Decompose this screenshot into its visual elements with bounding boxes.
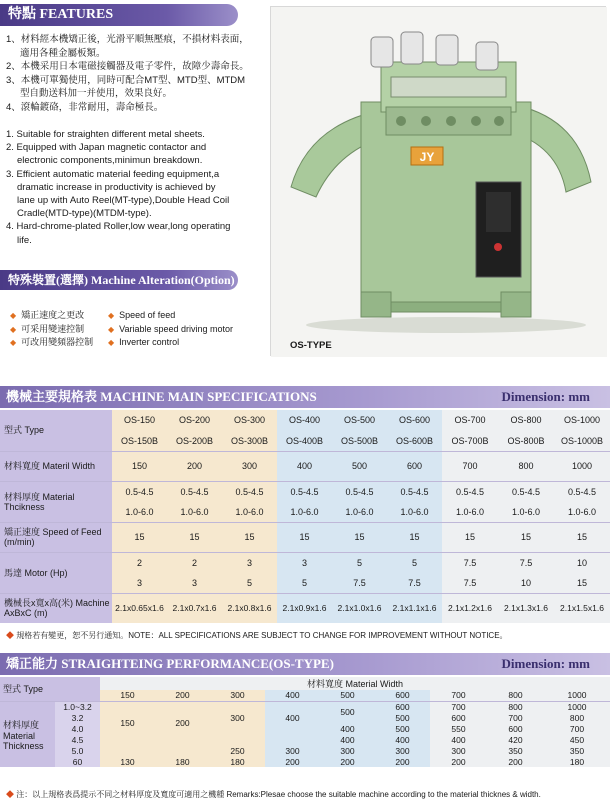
features-en-item: life.	[17, 234, 32, 246]
spec-cell: 15	[442, 522, 498, 552]
spec-cell: 5	[332, 552, 387, 573]
spec-cell: 5	[387, 552, 442, 573]
perf-cell: 400	[320, 723, 375, 734]
features-cn-item: 1、材料經本機矯正後，光滑平順無壓痕，不損材料表面，	[6, 34, 249, 45]
spec-cell: 0.5-4.5	[554, 481, 610, 502]
perf-cell: 180	[155, 756, 210, 767]
perf-cell	[100, 745, 155, 756]
model-cell: OS-200B	[167, 431, 222, 452]
specs-title: 機械主要規格表 MACHINE MAIN SPECIFICATIONS	[6, 389, 317, 404]
width-cell: 700	[430, 690, 487, 701]
spec-cell: 400	[277, 451, 332, 481]
spec-cell: 3	[277, 552, 332, 573]
perf-cell: 250	[210, 745, 265, 756]
perf-cell: 420	[487, 734, 544, 745]
perf-cell: 550	[430, 723, 487, 734]
features-header: 特點 FEATURES	[0, 4, 238, 26]
spec-cell: 7.5	[387, 573, 442, 594]
model-cell: OS-700B	[442, 431, 498, 452]
perf-cell: 200	[320, 756, 375, 767]
perf-cell: 200	[265, 756, 320, 767]
performance-title: 矯正能力 STRAIGHTEING PERFORMANCE(OS-TYPE)	[6, 656, 334, 671]
spec-cell: 1.0-6.0	[112, 502, 167, 523]
spec-cell: 7.5	[442, 552, 498, 573]
spec-cell: 3	[167, 573, 222, 594]
spec-cell: 300	[222, 451, 277, 481]
alteration-row	[10, 336, 260, 350]
perf-cell: 130	[100, 756, 155, 767]
alteration-cn: 可采用變速控制	[21, 323, 85, 334]
perf-type-label: 型式 Type	[0, 677, 100, 701]
perf-cell: 600	[375, 701, 430, 712]
perf-cell: 300	[430, 745, 487, 756]
spec-cell: 2.1x0.9x1.6	[277, 593, 332, 623]
perf-cell: 700	[487, 712, 544, 723]
spec-cell: 700	[442, 451, 498, 481]
specs-notice	[6, 630, 508, 641]
features-en-item: lane up with Auto Reel(MT-type),Double Head Coil	[17, 195, 230, 207]
model-cell: OS-600	[387, 410, 442, 431]
width-cell: 800	[487, 690, 544, 701]
notice-text: 規格若有變更，恕不另行通知。NOTE：ALL SPECIFICATIONS ARE SUBJECT TO CHANGE FOR IMPROVEMENT WITHOUT NOTICE。	[16, 631, 508, 640]
performance-table	[0, 677, 610, 767]
spec-cell: 800	[498, 451, 554, 481]
features-en-item: 2. Equipped with Japan magnetic contactor and	[6, 142, 207, 154]
features-en-item: Cradle(MTD-type)(MTDM-type).	[17, 208, 152, 220]
performance-remark	[6, 789, 541, 800]
notice-bullet-icon: ◆	[6, 631, 14, 640]
thickness-cell: 1.0~3.2	[55, 701, 100, 712]
alteration-en: Variable speed driving motor	[119, 323, 234, 334]
model-cell: OS-300	[222, 410, 277, 431]
spec-cell: 2.1x1.1x1.6	[387, 593, 442, 623]
width-cell: 200	[155, 690, 210, 701]
perf-cell: 180	[544, 756, 610, 767]
spec-cell: 7.5	[332, 573, 387, 594]
perf-cell: 400	[320, 734, 375, 745]
spec-cell: 1.0-6.0	[387, 502, 442, 523]
spec-cell: 0.5-4.5	[498, 481, 554, 502]
spec-cell: 2.1x0.7x1.6	[167, 593, 222, 623]
alteration-en: Inverter control	[119, 337, 180, 347]
thickness-cell: 4.5	[55, 734, 100, 745]
perf-cell: 300	[320, 745, 375, 756]
speed-label: 矯正速度 Speed of Feed (m/min)	[0, 522, 112, 552]
perf-cell	[155, 745, 210, 756]
spec-cell: 15	[554, 522, 610, 552]
alteration-cn: 可改用變頻器控制	[21, 337, 94, 347]
remark-bullet-icon: ◆	[6, 790, 14, 799]
spec-cell: 5	[222, 573, 277, 594]
dimension-label: 機械長x寬x高(米) Machine AxBxC (m)	[0, 593, 112, 623]
perf-cell: 500	[375, 723, 430, 734]
alteration-row	[10, 323, 260, 337]
perf-cell: 700	[430, 701, 487, 712]
perf-cell: 400	[265, 701, 320, 734]
perf-cell: 400	[375, 734, 430, 745]
perf-thickness-label: 材料厚度 Material Thickness	[0, 701, 55, 767]
perf-cell: 1000	[544, 701, 610, 712]
spec-cell: 5	[277, 573, 332, 594]
spec-cell: 500	[332, 451, 387, 481]
thickness-cell: 4.0	[55, 723, 100, 734]
perf-cell: 200	[375, 756, 430, 767]
alteration-list	[10, 309, 260, 350]
motor-label: 馬達 Motor (Hp)	[0, 552, 112, 593]
remark-text: 注：以上規格表爲提示不同之材料厚度及寬度可適用之機種 Remarks:Plesae choose the suitable machine according to the material thicknes & width.	[16, 790, 541, 799]
spec-cell: 2.1x1.3x1.6	[498, 593, 554, 623]
perf-cell	[210, 734, 265, 745]
model-cell: OS-700	[442, 410, 498, 431]
perf-cell: 200	[155, 701, 210, 745]
spec-cell: 7.5	[498, 552, 554, 573]
perf-cell: 400	[430, 734, 487, 745]
machine-photo	[270, 6, 606, 356]
perf-cell: 700	[544, 723, 610, 734]
thickness-label: 材料厚度 Material Thcikness	[0, 481, 112, 522]
features-en-list	[6, 128, 258, 247]
spec-cell: 15	[387, 522, 442, 552]
spec-cell: 3	[112, 573, 167, 594]
spec-cell: 1.0-6.0	[442, 502, 498, 523]
specs-header	[0, 386, 610, 408]
spec-cell: 2	[112, 552, 167, 573]
bullet-icon: ◆	[10, 338, 17, 347]
spec-cell: 1.0-6.0	[277, 502, 332, 523]
spec-cell: 0.5-4.5	[112, 481, 167, 502]
width-cell: 150	[100, 690, 155, 701]
bullet-icon: ◆	[10, 324, 17, 334]
spec-cell: 0.5-4.5	[332, 481, 387, 502]
width-cell: 1000	[544, 690, 610, 701]
features-en-item: dramatic increase in productivity is achieved by	[17, 181, 216, 193]
performance-dimension: Dimension: mm	[501, 656, 590, 671]
spec-cell: 15	[277, 522, 332, 552]
features-en-item: electronic components,minimun breakdown.	[17, 155, 203, 167]
specs-table	[0, 410, 610, 623]
perf-cell	[265, 734, 320, 745]
bullet-icon: ◆	[10, 311, 17, 320]
performance-header	[0, 653, 610, 675]
width-cell: 300	[210, 690, 265, 701]
spec-cell: 0.5-4.5	[167, 481, 222, 502]
perf-cell: 300	[375, 745, 430, 756]
spec-cell: 2.1x1.0x1.6	[332, 593, 387, 623]
perf-cell: 800	[544, 712, 610, 723]
features-cn-item: 2、本機采用日本電磁接觸器及電子零件，故障少壽命長。	[6, 61, 249, 72]
spec-cell: 10	[554, 552, 610, 573]
features-en-item: 1. Suitable for straighten different metal sheets.	[6, 129, 205, 140]
model-cell: OS-600B	[387, 431, 442, 452]
features-cn-item: 適用各種金屬板類。	[20, 47, 106, 59]
spec-cell: 0.5-4.5	[442, 481, 498, 502]
perf-cell: 200	[487, 756, 544, 767]
width-cell: 500	[320, 690, 375, 701]
features-cn-item: 4、滾輪鍍硌，非常耐用，壽命極長。	[6, 101, 164, 113]
spec-cell: 200	[167, 451, 222, 481]
spec-cell: 2.1x0.65x1.6	[112, 593, 167, 623]
perf-cell: 450	[544, 734, 610, 745]
perf-cell: 350	[487, 745, 544, 756]
spec-cell: 1.0-6.0	[167, 502, 222, 523]
perf-cell: 200	[430, 756, 487, 767]
model-cell: OS-300B	[222, 431, 277, 452]
spec-cell: 2.1x1.5x1.6	[554, 593, 610, 623]
alteration-header: 特殊裝置(選擇) Machine Alteration(Option)	[0, 270, 238, 290]
perf-cell: 600	[487, 723, 544, 734]
spec-cell: 10	[498, 573, 554, 594]
spec-cell: 7.5	[442, 573, 498, 594]
spec-cell: 15	[498, 522, 554, 552]
model-cell: OS-1000B	[554, 431, 610, 452]
machine-illustration	[271, 7, 607, 357]
model-cell: OS-800	[498, 410, 554, 431]
width-cell: 600	[375, 690, 430, 701]
spec-cell: 0.5-4.5	[277, 481, 332, 502]
perf-width-label: 材料寬度 Material Width	[100, 677, 610, 690]
spec-cell: 1.0-6.0	[554, 502, 610, 523]
model-cell: OS-200	[167, 410, 222, 431]
spec-cell: 600	[387, 451, 442, 481]
perf-cell: 600	[430, 712, 487, 723]
perf-cell: 180	[210, 756, 265, 767]
perf-cell: 800	[487, 701, 544, 712]
spec-cell: 15	[112, 522, 167, 552]
features-cn-list	[6, 33, 256, 114]
spec-cell: 1.0-6.0	[498, 502, 554, 523]
features-en-item: 3. Efficient automatic material feeding equipment,a	[6, 168, 220, 180]
spec-cell: 1.0-6.0	[222, 502, 277, 523]
alteration-cn: 矯正速度之更改	[21, 310, 85, 320]
bullet-icon: ◆	[108, 311, 115, 320]
features-en-item: 4. Hard-chrome-plated Roller,low wear,long operating	[6, 221, 231, 233]
perf-cell: 500	[320, 701, 375, 723]
features-cn-item: 3、本機可單獨使用，同時可配合MT型、MTD型、MTDM	[6, 74, 246, 86]
spec-cell: 0.5-4.5	[222, 481, 277, 502]
perf-cell: 300	[265, 745, 320, 756]
spec-cell: 2.1x1.2x1.6	[442, 593, 498, 623]
spec-cell: 15	[554, 573, 610, 594]
model-cell: OS-800B	[498, 431, 554, 452]
model-cell: OS-1000	[554, 410, 610, 431]
width-label: 材料寬度 Materil Width	[0, 451, 112, 481]
bullet-icon: ◆	[108, 338, 115, 347]
spec-cell: 15	[167, 522, 222, 552]
spec-cell: 1.0-6.0	[332, 502, 387, 523]
thickness-cell: 3.2	[55, 712, 100, 723]
model-cell: OS-500	[332, 410, 387, 431]
thickness-cell: 5.0	[55, 745, 100, 756]
spec-cell: 15	[222, 522, 277, 552]
features-cn-item: 型自動送料加一并使用，效果良好。	[20, 88, 173, 99]
perf-cell: 500	[375, 712, 430, 723]
alteration-en: Speed of feed	[119, 310, 176, 320]
model-cell: OS-400B	[277, 431, 332, 452]
model-cell: OS-400	[277, 410, 332, 431]
perf-cell: 350	[544, 745, 610, 756]
model-cell: OS-500B	[332, 431, 387, 452]
photo-caption: OS-TYPE	[290, 340, 332, 351]
spec-cell: 150	[112, 451, 167, 481]
spec-cell: 3	[222, 552, 277, 573]
jy-logo: JY	[419, 150, 435, 164]
specs-dimension: Dimension: mm	[501, 389, 590, 404]
spec-cell: 1000	[554, 451, 610, 481]
spec-cell: 2.1x0.8x1.6	[222, 593, 277, 623]
type-label: 型式 Type	[0, 410, 112, 451]
model-cell: OS-150	[112, 410, 167, 431]
spec-cell: 2	[167, 552, 222, 573]
alteration-row	[10, 309, 260, 323]
width-cell: 400	[265, 690, 320, 701]
spec-cell: 0.5-4.5	[387, 481, 442, 502]
model-cell: OS-150B	[112, 431, 167, 452]
thickness-cell: 60	[55, 756, 100, 767]
perf-cell: 300	[210, 701, 265, 734]
spec-cell: 15	[332, 522, 387, 552]
bullet-icon: ◆	[108, 324, 115, 334]
perf-cell: 150	[100, 701, 155, 745]
